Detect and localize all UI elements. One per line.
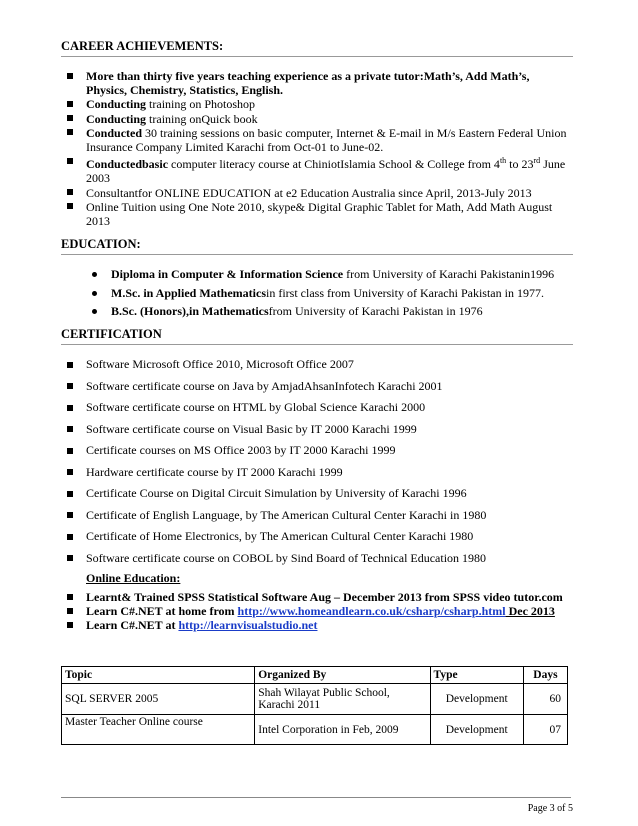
learnvisualstudio-link[interactable]: http://learnvisualstudio.net xyxy=(178,618,318,633)
certification-section xyxy=(61,327,573,633)
table-cell: Shah Wilayat Public School, Karachi 2011 xyxy=(255,684,430,715)
online-education-list xyxy=(61,590,573,633)
career-title: CAREER ACHIEVEMENTS: xyxy=(61,39,573,57)
list-item: Conductedbasic computer literacy course at ChiniotIslamia School & College from 4th to 23rd June 2003 xyxy=(61,154,573,185)
list-item: Certificate courses on MS Office 2003 by IT 2000 Karachi 1999 xyxy=(61,440,573,462)
list-item: Conducted 30 training sessions on basic computer, Internet & E-mail in M/s Eastern Federal Union Insurance Company Limited Karachi from Oct-01 to June-02. xyxy=(61,126,573,154)
page-number: Page 3 of 5 xyxy=(527,803,573,814)
career-section xyxy=(61,39,573,228)
list-item: Consultantfor ONLINE EDUCATION at e2 Education Australia since April, 2013-July 2013 xyxy=(61,186,573,200)
column-header: Type xyxy=(430,667,523,684)
table-cell: Development xyxy=(430,684,523,715)
education-section xyxy=(61,237,573,321)
column-header: Organized By xyxy=(255,667,430,684)
table-row xyxy=(62,684,568,715)
table-cell: Intel Corporation in Feb, 2009 xyxy=(255,715,430,745)
topics-table xyxy=(61,666,568,745)
table-row xyxy=(62,715,568,745)
certification-title: CERTIFICATION xyxy=(61,327,573,345)
list-item: Learn C#.NET at http://learnvisualstudio.net xyxy=(61,618,573,632)
column-header: Topic xyxy=(62,667,255,684)
certification-list xyxy=(61,354,573,569)
list-item: Software certificate course on Java by AmjadAhsanInfotech Karachi 2001 xyxy=(61,376,573,398)
list-item: Learnt& Trained SPSS Statistical Software Aug – December 2013 from SPSS video tutor.com xyxy=(61,590,573,604)
career-list xyxy=(61,69,573,228)
list-item: Learn C#.NET at home from http://www.homeandlearn.co.uk/csharp/csharp.html Dec 2013 xyxy=(61,604,573,618)
list-item: Software certificate course on HTML by Global Science Karachi 2000 xyxy=(61,397,573,419)
education-title: EDUCATION: xyxy=(61,237,573,255)
table-cell: Master Teacher Online course xyxy=(62,715,255,745)
table-cell: 07 xyxy=(523,715,567,745)
list-item: More than thirty five years teaching experience as a private tutor:Math’s, Add Math’s, Physics, Chemistry, Statistics, English. xyxy=(61,69,573,97)
list-item: Software Microsoft Office 2010, Microsoft Office 2007 xyxy=(61,354,573,376)
list-item: Conducting training onQuick book xyxy=(61,112,573,126)
footer-divider xyxy=(61,797,571,798)
table-cell: 60 xyxy=(523,684,567,715)
list-item: Certificate of Home Electronics, by The American Cultural Center Karachi 1980 xyxy=(61,526,573,548)
list-item: B.Sc. (Honors),in Mathematicsfrom University of Karachi Pakistan in 1976 xyxy=(61,302,573,321)
table-cell: Development xyxy=(430,715,523,745)
education-list xyxy=(61,265,573,321)
table-cell: SQL SERVER 2005 xyxy=(62,684,255,715)
list-item: Software certificate course on COBOL by Sind Board of Technical Education 1980 xyxy=(61,548,573,570)
table-header-row xyxy=(62,667,568,684)
list-item: Software certificate course on Visual Basic by IT 2000 Karachi 1999 xyxy=(61,419,573,441)
list-item: Certificate of English Language, by The American Cultural Center Karachi in 1980 xyxy=(61,505,573,527)
list-item: M.Sc. in Applied Mathematicsin first class from University of Karachi Pakistan in 1977. xyxy=(61,284,573,303)
list-item: Certificate Course on Digital Circuit Simulation by University of Karachi 1996 xyxy=(61,483,573,505)
online-education-title: Online Education: xyxy=(86,571,181,585)
list-item: Hardware certificate course by IT 2000 Karachi 1999 xyxy=(61,462,573,484)
homeandlearn-link[interactable]: http://www.homeandlearn.co.uk/csharp/csharp.html xyxy=(237,604,506,619)
column-header: Days xyxy=(523,667,567,684)
list-item: Diploma in Computer & Information Science from University of Karachi Pakistanin1996 xyxy=(61,265,573,284)
list-item: Online Tuition using One Note 2010, skype& Digital Graphic Tablet for Math, Add Math August 2013 xyxy=(61,200,573,228)
list-item: Conducting training on Photoshop xyxy=(61,97,573,111)
